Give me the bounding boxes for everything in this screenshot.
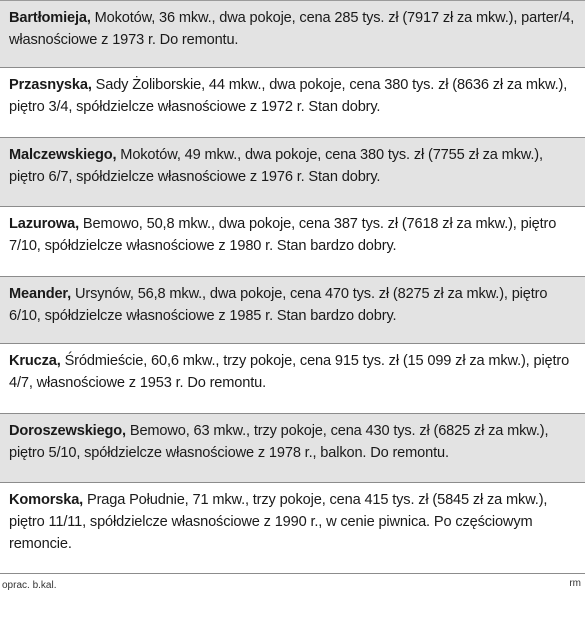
listing-row [0, 1, 585, 68]
listing-street: Komorska, [9, 492, 84, 508]
listing-details: Bemowo, 50,8 mkw., dwa pokoje, cena 387 tys. zł (7618 zł za mkw.), piętro 7/10, spółdzielcze własnościowe z 1980 r. Stan bardzo dobry. [9, 216, 557, 254]
listing-details: Sady Żoliborskie, 44 mkw., dwa pokoje, cena 380 tys. zł (8636 zł za mkw.), piętro 3/4, spółdzielcze własnościowe z 1972 r. Stan dobry. [9, 77, 568, 115]
listing-details: Mokotów, 36 mkw., dwa pokoje, cena 285 tys. zł (7917 zł za mkw.), parter/4, własnościowe z 1973 r. Do remontu. [9, 10, 575, 48]
listing-row [0, 483, 585, 574]
listing-details: Praga Południe, 71 mkw., trzy pokoje, cena 415 tys. zł (5845 zł za mkw.), piętro 11/11, spółdzielcze własnościowe z 1990 r., w cenie piwnica. Po częściowym remoncie. [9, 492, 548, 552]
listing-row [0, 414, 585, 483]
author-signature: rm [569, 578, 581, 589]
listing-details: Ursynów, 56,8 mkw., dwa pokoje, cena 470 tys. zł (8275 zł za mkw.), piętro 6/10, spółdzielcze własnościowe z 1985 r. Stan bardzo dobry. [9, 286, 548, 324]
listing-street: Lazurowa, [9, 216, 80, 232]
listing-street: Malczewskiego, [9, 147, 117, 163]
listing-details: Bemowo, 63 mkw., trzy pokoje, cena 430 tys. zł (6825 zł za mkw.), piętro 5/10, spółdzielcze własnościowe z 1978 r., balkon. Do remontu. [9, 423, 549, 461]
listing-street: Bartłomieja, [9, 10, 91, 26]
listing-street: Krucza, [9, 353, 61, 369]
listing-details: Śródmieście, 60,6 mkw., trzy pokoje, cena 915 tys. zł (15 099 zł za mkw.), piętro 4/7, własnościowe z 1953 r. Do remontu. [9, 353, 570, 391]
credit-note: oprac. b.kal. [2, 580, 57, 591]
listing-street: Przasnyska, [9, 77, 92, 93]
listing-row [0, 344, 585, 414]
listing-street: Doroszewskiego, [9, 423, 126, 439]
listing-row [0, 207, 585, 277]
footer [0, 574, 585, 596]
listing-row [0, 277, 585, 344]
listing-row [0, 138, 585, 207]
listing-details: Mokotów, 49 mkw., dwa pokoje, cena 380 tys. zł (7755 zł za mkw.), piętro 6/7, spółdzielcze własnościowe z 1976 r. Stan dobry. [9, 147, 543, 185]
listing-row [0, 68, 585, 138]
listing-street: Meander, [9, 286, 72, 302]
